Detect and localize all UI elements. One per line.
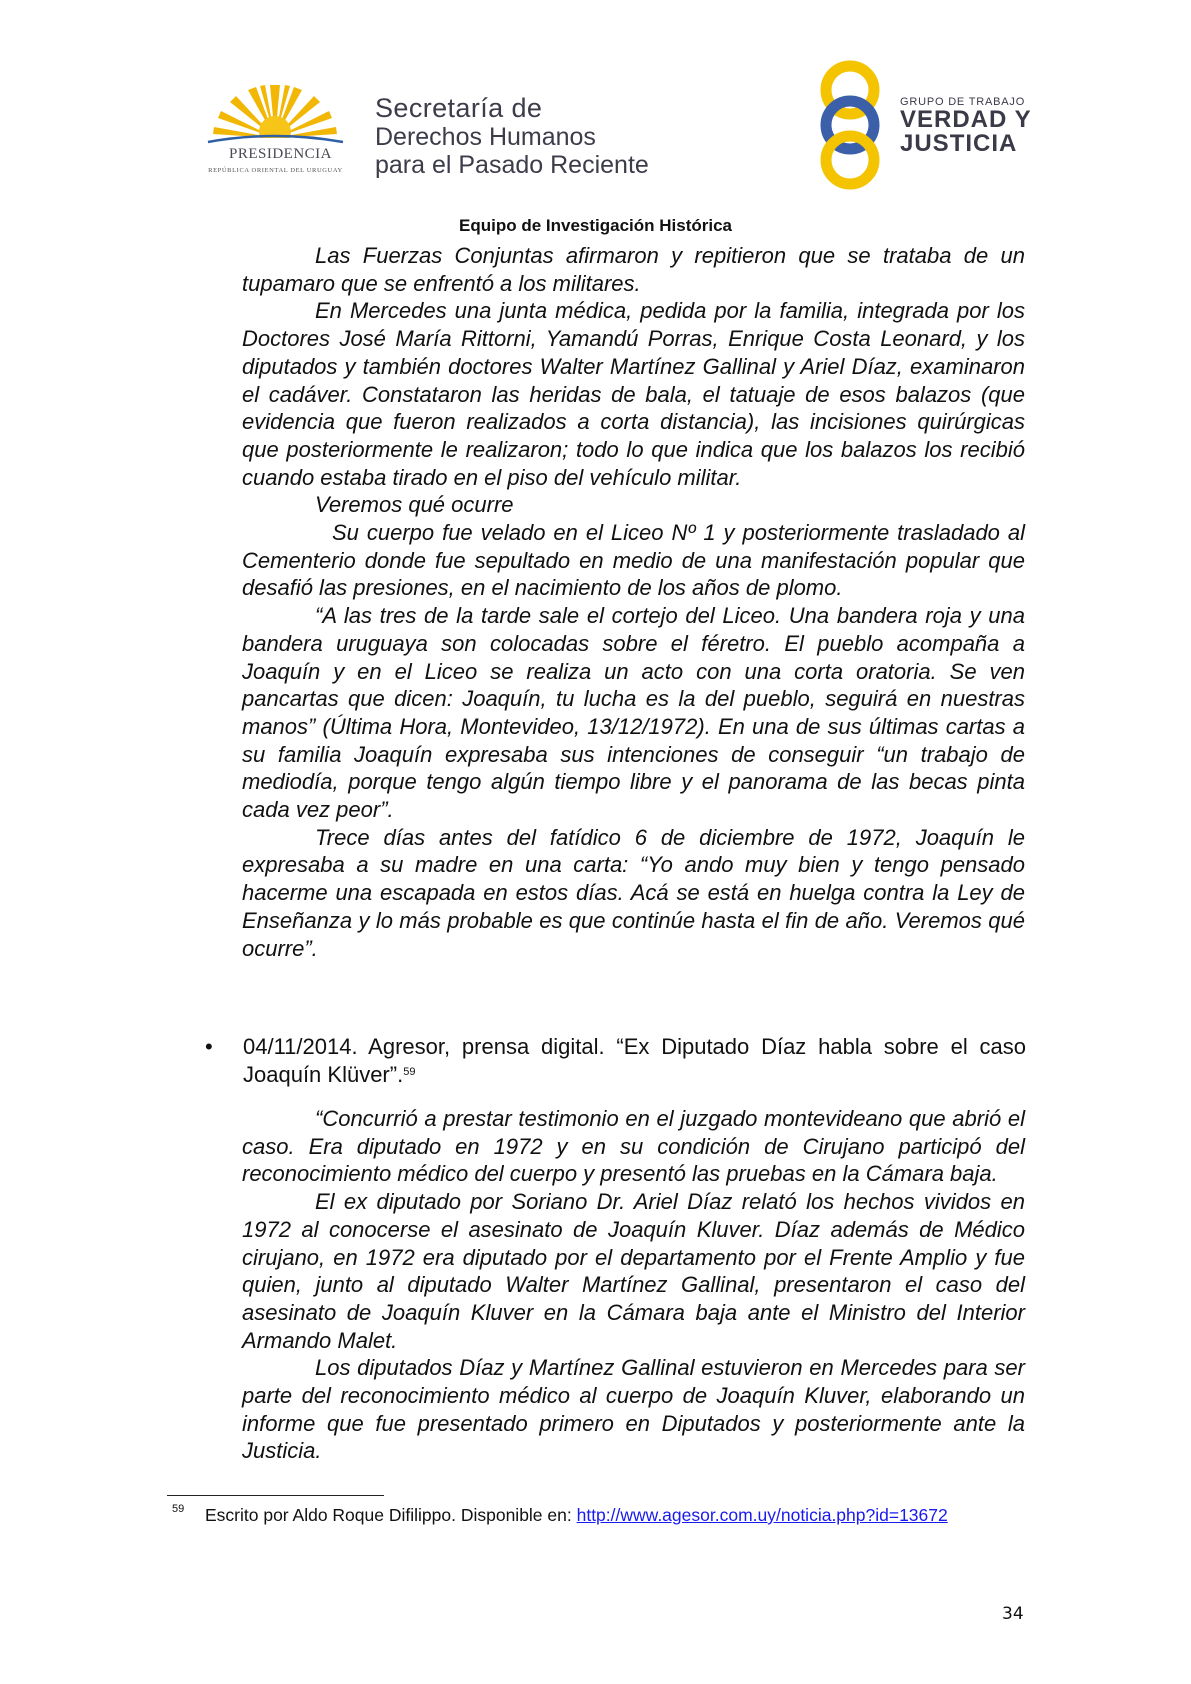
secretaria-title [375,93,649,179]
presidencia-sub: REPÚBLICA ORIENTAL DEL URUGUAY [208,167,343,174]
footnote-body: Escrito por Aldo Roque Difilippo. Disponible en: [205,1505,577,1525]
bullet-item [243,1033,1026,1088]
paragraph: El ex diputado por Soriano Dr. Ariel Díaz relató los hechos vividos en 1972 al conocerse el asesinato de Joaquín Kluver. Díaz además de Médico cirujano, en 1972 era diputado por el departamento por el Frente Amplio y fue quien, junto al diputado Walter Martínez Gallinal, presentaron el caso del asesinato de Joaquín Kluver en la Cámara baja ante el Ministro del Interior Armando Malet. [242,1189,1025,1353]
main-text [242,242,1025,962]
quote-text [242,1105,1025,1465]
page-number: 34 [1002,1604,1024,1624]
team-heading: Equipo de Investigación Histórica [459,216,732,235]
gtvj-line-3: JUSTICIA [900,130,1018,157]
paragraph: En Mercedes una junta médica, pedida por la familia, integrada por los Doctores José María Rittorni, Yamandú Porras, Enrique Costa Leonard, y los diputados y también doctores Walter Martínez Gallinal y Ariel Díaz, examinaron el cadáver. Constataron las heridas de bala, el tatuaje de esos balazos (que evidencia que fueron realizados a corta distancia), las incisiones quirúrgicas que posteriormente le realizaron; todo lo que indica que los balazos los recibió cuando estaba tirado en el piso del vehículo militar. [242,298,1025,490]
bullet-marker: • [205,1034,213,1059]
paragraph: Los diputados Díaz y Martínez Gallinal estuvieron en Mercedes para ser parte del reconocimiento médico al cuerpo de Joaquín Kluver, elaborando un informe que fue presentado primero en Diputados y posteriormente ante la Justicia. [242,1355,1025,1464]
paragraph: “A las tres de la tarde sale el cortejo del Liceo. Una bandera roja y una bandera uruguaya son colocadas sobre el féretro. El pueblo acompaña a Joaquín y en el Liceo se realiza un acto con una corta oratoria. Se ven pancartas que dicen: Joaquín, tu lucha es la del pueblo, seguirá en nuestras manos” (Última Hora, Montevideo, 13/12/1972). En una de sus últimas cartas a su familia Joaquín expresaba sus intenciones de conseguir “un trabajo de mediodía, porque tengo algún tiempo libre y el panorama de las becas pinta cada vez peor”. [242,603,1025,823]
footnote-text [205,1503,1027,1527]
presidencia-label: PRESIDENCIA [228,146,332,162]
secretaria-line-1: Secretaría de [375,93,543,123]
secretaria-line-2: Derechos Humanos [375,123,596,151]
footnote-link[interactable]: http://www.agesor.com.uy/noticia.php?id=13672 [576,1505,948,1525]
paragraph: Su cuerpo fue velado en el Liceo Nº 1 y posteriormente trasladado al Cementerio donde fue sepultado en medio de una manifestación popular que desafió las presiones, en el nacimiento de los años de plomo. [242,520,1025,601]
gtvj-line-1: GRUPO DE TRABAJO [900,96,1026,108]
rings-icon [810,60,900,190]
paragraph: Veremos qué ocurre [315,492,514,518]
paragraph: Trece días antes del fatídico 6 de diciembre de 1972, Joaquín le expresaba a su madre en una carta: “Yo ando muy bien y tengo pensado hacerme una escapada en estos días. Acá se está en huelga contra la Ley de Enseñanza y lo más probable es que continúe hasta el fin de año. Veremos qué ocurre”. [242,824,1025,961]
verdad-justicia-logo [810,60,1040,190]
paragraph: Las Fuerzas Conjuntas afirmaron y repitieron que se trataba de un tupamaro que se enfrentó a los militares. [242,243,1025,296]
verdad-justicia-text [900,96,1032,156]
presidencia-logo [198,80,353,190]
paragraph: “Concurrió a prestar testimonio en el juzgado montevideano que abrió el caso. Era diputado en 1972 y en su condición de Cirujano participó del reconocimiento médico del cuerpo y presentó las pruebas en la Cámara baja. [242,1106,1025,1187]
bullet-text: 04/11/2014. Agresor, prensa digital. “Ex Diputado Díaz habla sobre el caso Joaquín Klüver”. [243,1034,1026,1087]
secretaria-line-3: para el Pasado Reciente [375,151,649,179]
footnote-number: 59 [172,1503,185,1515]
footnote-ref[interactable]: 59 [403,1065,416,1078]
sun-icon [198,80,353,150]
gtvj-line-2: VERDAD Y [900,106,1032,133]
footnote-divider [167,1495,384,1496]
